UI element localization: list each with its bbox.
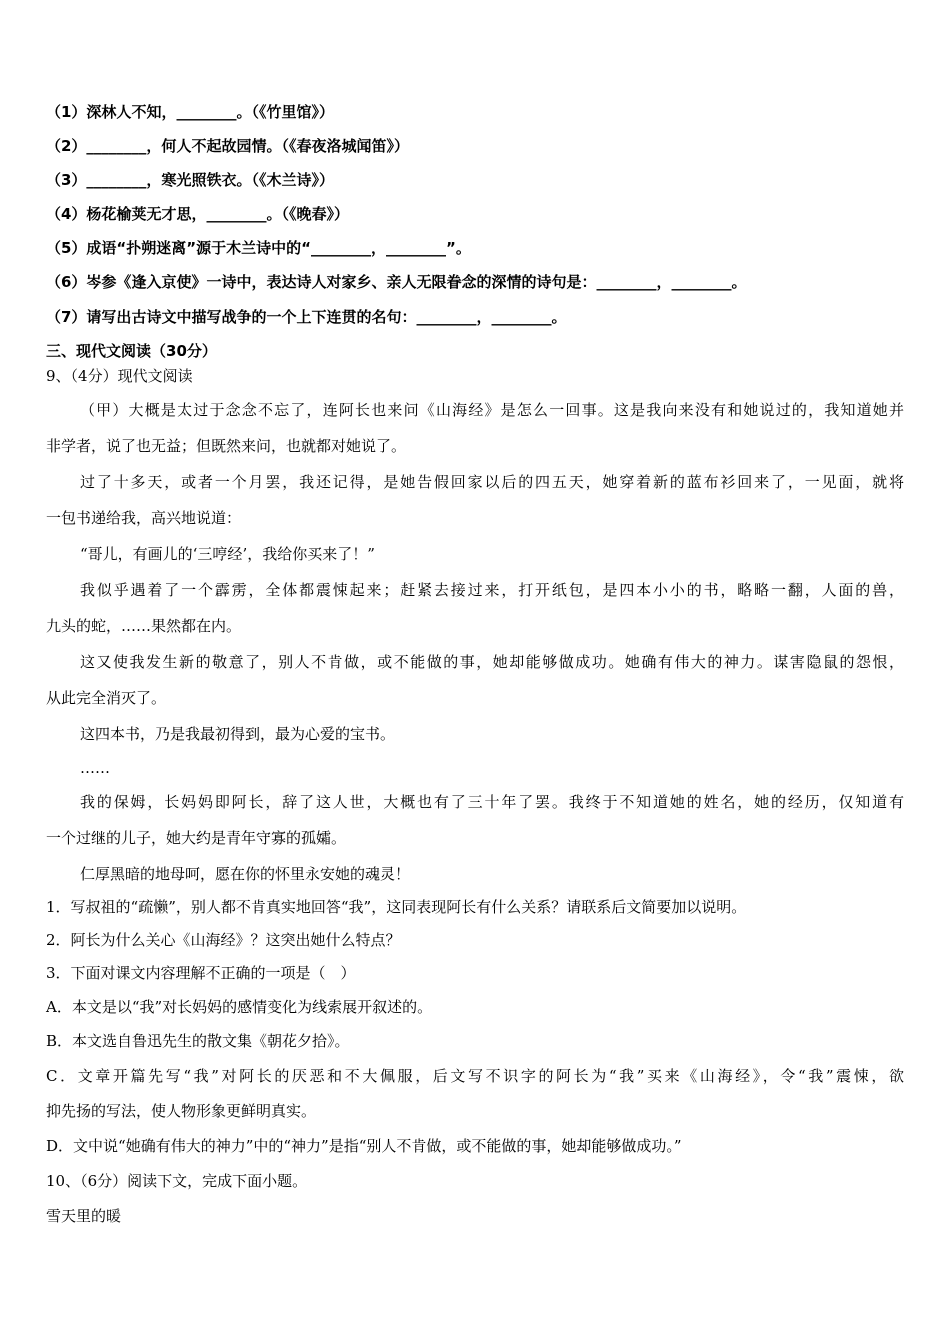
passage-line: 我似乎遇着了一个霹雳，全体都震悚起来；赶紧去接过来，打开纸包，是四本小小的书，略略一翻，人面的兽， <box>80 581 904 599</box>
fill-in-item-1: （1）深林人不知，________。（《竹里馆》） <box>46 103 334 121</box>
passage-line: 这四本书，乃是我最初得到，最为心爱的宝书。 <box>80 725 396 743</box>
fill-in-item-5: （5）成语“扑朔迷离”源于木兰诗中的“________，________”。 <box>46 239 471 257</box>
passage-line: 仁厚黑暗的地母呵，愿在你的怀里永安她的魂灵！ <box>80 865 411 883</box>
q10-header: 10、（6分）阅读下文，完成下面小题。 <box>46 1172 308 1190</box>
passage-line: （甲）大概是太过于念念不忘了，连阿长也来问《山海经》是怎么一回事。这是我向来没有和她说过的，我知道她并 <box>80 401 904 419</box>
passage-line: 一包书递给我，高兴地说道： <box>46 509 242 527</box>
q9-question-2: 2．阿长为什么关心《山海经》？这突出她什么特点？ <box>46 931 401 949</box>
q9-option-d: D．文中说“她确有伟大的神力”中的“神力”是指“别人不肯做，或不能做的事，她却能够做成功。” <box>46 1137 682 1155</box>
passage-line: 这又使我发生新的敬意了，别人不肯做，或不能做的事，她却能够做成功。她确有伟大的神力。谋害隐鼠的怨恨， <box>80 653 904 671</box>
q9-question-3: 3．下面对课文内容理解不正确的一项是（ ） <box>46 964 356 982</box>
q9-question-1: 1．写叔祖的“疏懒”，别人都不肯真实地回答“我”，这同表现阿长有什么关系？请联系后文简要加以说明。 <box>46 898 747 916</box>
q9-option-c-cont: 抑先扬的写法，使人物形象更鲜明真实。 <box>46 1102 317 1120</box>
passage-line: 过了十多天，或者一个月罢，我还记得，是她告假回家以后的四五天，她穿着新的蓝布衫回来了，一见面，就将 <box>80 473 904 491</box>
q10-passage-title: 雪天里的暖 <box>46 1207 122 1225</box>
q9-option-c: C．文章开篇先写“我”对阿长的厌恶和不大佩服，后文写不识字的阿长为“我”买来《山海经》，令“我”震悚，欲 <box>46 1067 904 1085</box>
section-title-modern-reading: 三、现代文阅读（30分） <box>46 342 217 360</box>
passage-line: 我的保姆，长妈妈即阿长，辞了这人世，大概也有了三十年了罢。我终于不知道她的姓名，她的经历，仅知道有 <box>80 793 904 811</box>
passage-line: 非学者，说了也无益；但既然来问，也就都对她说了。 <box>46 437 407 455</box>
fill-in-item-4: （4）杨花榆荚无才思，________。（《晚春》） <box>46 205 349 223</box>
passage-line: 九头的蛇，……果然都在内。 <box>46 617 242 635</box>
passage-line: 从此完全消灭了。 <box>46 689 167 707</box>
q9-option-a: A．本文是以“我”对长妈妈的感情变化为线索展开叙述的。 <box>46 998 433 1016</box>
fill-in-item-2: （2）________，何人不起故园情。（《春夜洛城闻笛》） <box>46 137 409 155</box>
fill-in-item-3: （3）________，寒光照铁衣。（《木兰诗》） <box>46 171 334 189</box>
q9-option-b: B．本文选自鲁迅先生的散文集《朝花夕拾》。 <box>46 1032 350 1050</box>
passage-line: 一个过继的儿子，她大约是青年守寡的孤孀。 <box>46 829 347 847</box>
fill-in-item-7: （7）请写出古诗文中描写战争的一个上下连贯的名句：________，________。 <box>46 308 567 326</box>
passage-line: “哥儿，有画儿的‘三哼经’，我给你买来了！” <box>80 545 375 563</box>
q9-header: 9、（4分）现代文阅读 <box>46 367 193 385</box>
fill-in-item-6: （6）岑参《逢入京使》一诗中，表达诗人对家乡、亲人无限眷念的深情的诗句是：________，________。 <box>46 273 747 291</box>
passage-ellipsis: …… <box>80 759 110 777</box>
